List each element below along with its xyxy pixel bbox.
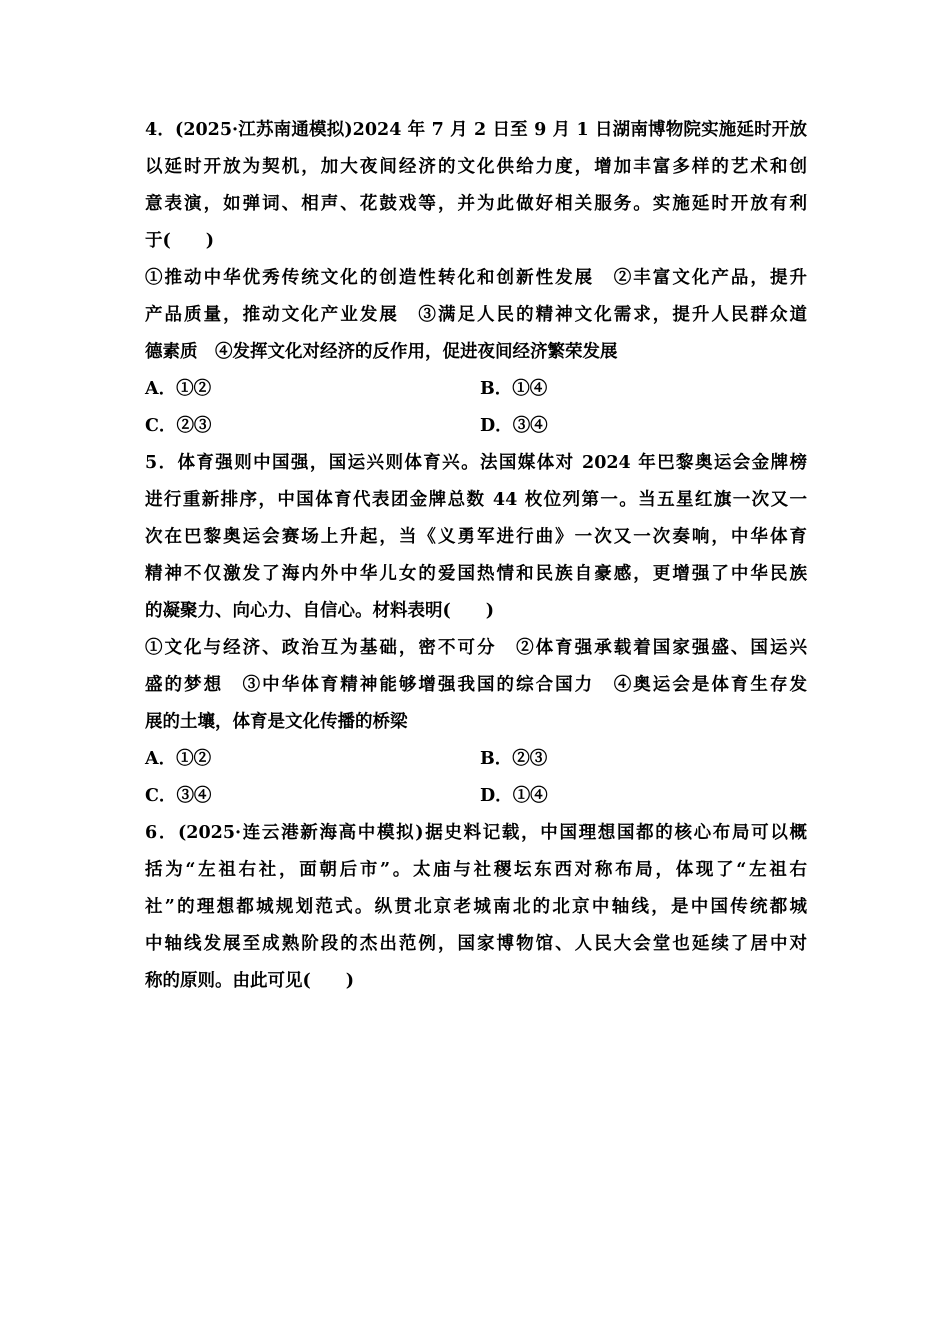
question-4-option-c[interactable]	[145, 414, 211, 438]
question-5-line-8: 展的土壤，体育是文化传播的桥梁	[145, 712, 408, 732]
option-value: ③④	[176, 786, 212, 806]
option-label: B．	[480, 379, 513, 399]
question-5-option-a[interactable]	[145, 747, 211, 771]
option-label: C．	[145, 786, 177, 806]
question-5-line-3: 次在巴黎奥运会赛场上升起，当《义勇军进行曲》一次又一次奏响，中华体育	[145, 527, 807, 547]
option-value: ③④	[512, 416, 548, 436]
option-value: ②③	[176, 416, 212, 436]
option-label: B．	[480, 749, 513, 769]
question-5-line-2: 进行重新排序，中国体育代表团金牌总数 44 枚位列第一。当五星红旗一次又一	[145, 490, 807, 510]
option-label: C．	[145, 416, 177, 436]
question-6-line-4: 中轴线发展至成熟阶段的杰出范例，国家博物馆、人民大会堂也延续了居中对	[145, 934, 807, 954]
option-value: ①②	[176, 749, 212, 769]
question-4-option-a[interactable]	[145, 377, 211, 401]
question-4-line-2: 以延时开放为契机，加大夜间经济的文化供给力度，增加丰富多样的艺术和创	[145, 157, 807, 177]
question-4-line-5: ①推动中华优秀传统文化的创造性转化和创新性发展 ②丰富文化产品，提升	[145, 268, 807, 288]
question-5-option-b[interactable]	[480, 747, 547, 771]
option-label: A．	[145, 379, 177, 399]
question-5-line-7: 盛的梦想 ③中华体育精神能够增强我国的综合国力 ④奥运会是体育生存发	[145, 675, 807, 695]
question-5-options-row-2	[145, 784, 807, 808]
option-value: ①②	[176, 379, 212, 399]
question-5-option-c[interactable]	[145, 784, 211, 808]
question-5-line-4: 精神不仅激发了海内外中华儿女的爱国热情和民族自豪感，更增强了中华民族	[145, 564, 807, 584]
question-5-line-6: ①文化与经济、政治互为基础，密不可分 ②体育强承载着国家强盛、国运兴	[145, 638, 807, 658]
option-label: D．	[480, 416, 513, 436]
question-4-option-d[interactable]	[480, 414, 548, 438]
question-5-option-d[interactable]	[480, 784, 548, 808]
question-5-line-5: 的凝聚力、向心力、自信心。材料表明( )	[145, 601, 495, 621]
option-label: D．	[480, 786, 513, 806]
option-label: A．	[145, 749, 177, 769]
question-5-options-row-1	[145, 747, 807, 771]
option-value: ②③	[512, 749, 548, 769]
option-value: ①④	[512, 379, 548, 399]
question-4-line-4: 于( )	[145, 231, 215, 251]
question-4-line-1: 4．(2025·江苏南通模拟)2024 年 7 月 2 日至 9 月 1 日湖南博物院实施延时开放	[145, 120, 807, 140]
question-4-options-row-1	[145, 377, 807, 401]
question-5-line-1: 5．体育强则中国强，国运兴则体育兴。法国媒体对 2024 年巴黎奥运会金牌榜	[145, 453, 807, 473]
question-4-line-3: 意表演，如弹词、相声、花鼓戏等，并为此做好相关服务。实施延时开放有利	[145, 194, 807, 214]
question-4-options-row-2	[145, 414, 807, 438]
question-4-line-6: 产品质量，推动文化产业发展 ③满足人民的精神文化需求，提升人民群众道	[145, 305, 807, 325]
question-6-line-5: 称的原则。由此可见( )	[145, 971, 355, 991]
question-4-line-7: 德素质 ④发挥文化对经济的反作用，促进夜间经济繁荣发展	[145, 342, 618, 362]
question-4-option-b[interactable]	[480, 377, 547, 401]
question-6-line-3: 社”的理想都城规划范式。纵贯北京老城南北的北京中轴线，是中国传统都城	[145, 897, 807, 917]
question-6-line-2: 括为“左祖右社，面朝后市”。太庙与社稷坛东西对称布局，体现了“左祖右	[145, 860, 807, 880]
option-value: ①④	[512, 786, 548, 806]
question-6-line-1: 6．(2025·连云港新海高中模拟)据史料记载，中国理想国都的核心布局可以概	[145, 823, 807, 843]
